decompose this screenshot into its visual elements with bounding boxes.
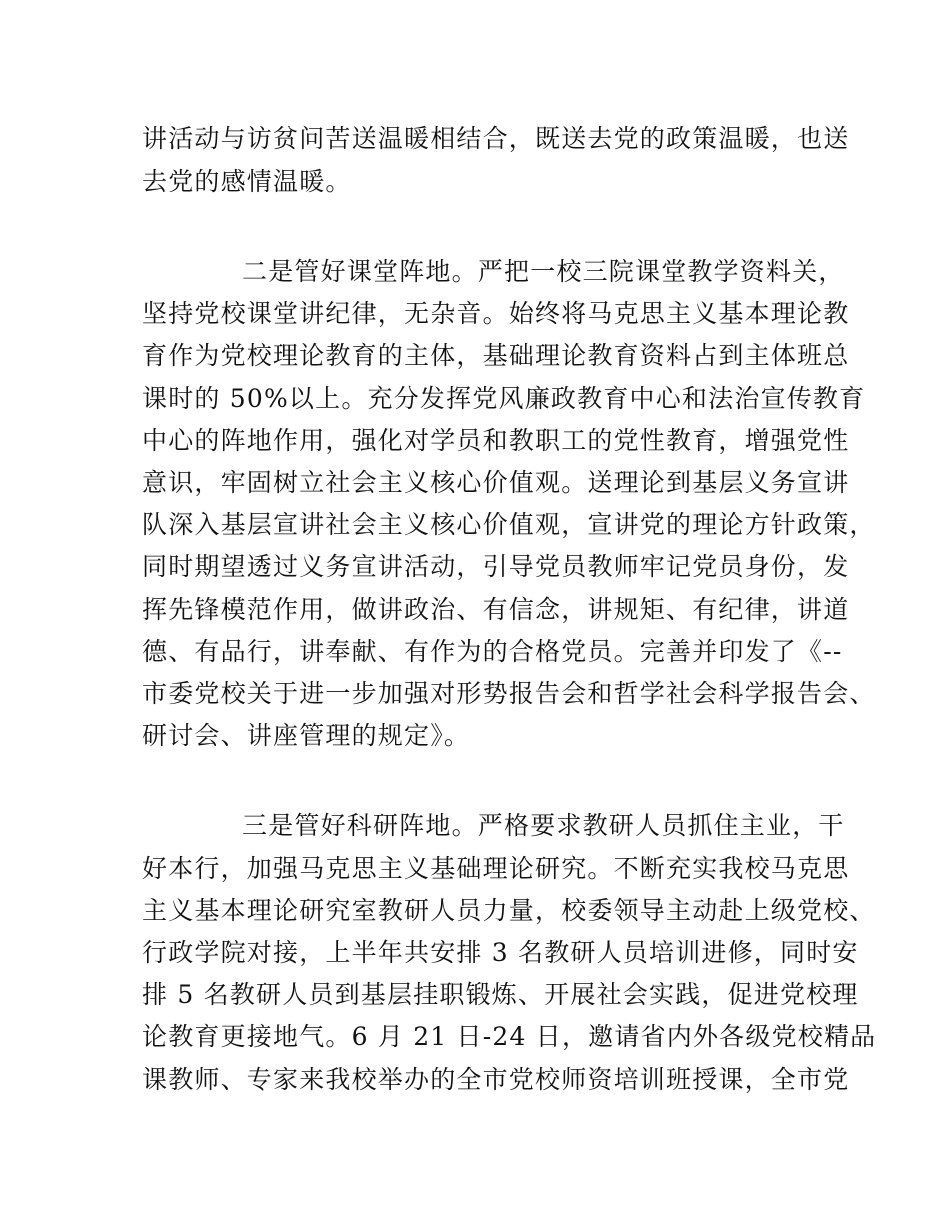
paragraph-2-line-3: 育作为党校理论教育的主体，基础理论教育资料占到主体班总 (142, 341, 850, 370)
paragraph-2-line-4: 课时的 50%以上。充分发挥党风廉政教育中心和法治宣传教育 (142, 384, 866, 413)
paragraph-2-line-12: 研讨会、讲座管理的规定》。 (142, 721, 471, 750)
paragraph-3-line-6: 论教育更接地气。6 月 21 日-24 日，邀请省内外各级党校精品 (142, 1022, 877, 1051)
paragraph-2-line-9: 挥先锋模范作用，做讲政治、有信念，讲规矩、有纪律，讲道 (142, 595, 850, 624)
paragraph-2-line-10: 德、有品行，讲奉献、有作为的合格党员。完善并印发了《-- (142, 637, 843, 666)
paragraph-2-line-7: 队深入基层宣讲社会主义核心价值观，宣讲党的理论方针政策， (142, 510, 876, 539)
paragraph-2-line-1: 二是管好课堂阵地。严把一校三院课堂教学资料关， (242, 257, 845, 286)
paragraph-3-line-5: 排 5 名教研人员到基层挂职锻炼、开展社会实践，促进党校理 (142, 980, 859, 1009)
paragraph-3-line-2: 好本行，加强马克思主义基础理论研究。不断充实我校马克思 (142, 854, 850, 883)
paragraph-3-line-4: 行政学院对接，上半年共安排 3 名教研人员培训进修，同时安 (142, 938, 859, 967)
paragraph-3-line-3: 主义基本理论研究室教研人员力量，校委领导主动赴上级党校、 (142, 896, 876, 925)
paragraph-2-line-5: 中心的阵地作用，强化对学员和教职工的党性教育，增强党性 (142, 426, 850, 455)
paragraph-2-line-2: 坚持党校课堂讲纪律，无杂音。始终将马克思主义基本理论教 (142, 299, 850, 328)
paragraph-intro-line-1: 讲活动与访贫问苦送温暖相结合，既送去党的政策温暖，也送 (142, 124, 850, 153)
paragraph-intro-line-2: 去党的感情温暖。 (142, 167, 352, 196)
paragraph-2-line-8: 同时期望透过义务宣讲活动，引导党员教师牢记党员身份，发 (142, 552, 850, 581)
paragraph-2-line-11: 市委党校关于进一步加强对形势报告会和哲学社会科学报告会、 (142, 679, 876, 708)
paragraph-3-line-1: 三是管好科研阵地。严格要求教研人员抓住主业，干 (242, 811, 845, 840)
paragraph-2-line-6: 意识，牢固树立社会主义核心价值观。送理论到基层义务宣讲 (142, 468, 850, 497)
paragraph-3-line-7: 课教师、专家来我校举办的全市党校师资培训班授课，全市党 (142, 1065, 850, 1094)
